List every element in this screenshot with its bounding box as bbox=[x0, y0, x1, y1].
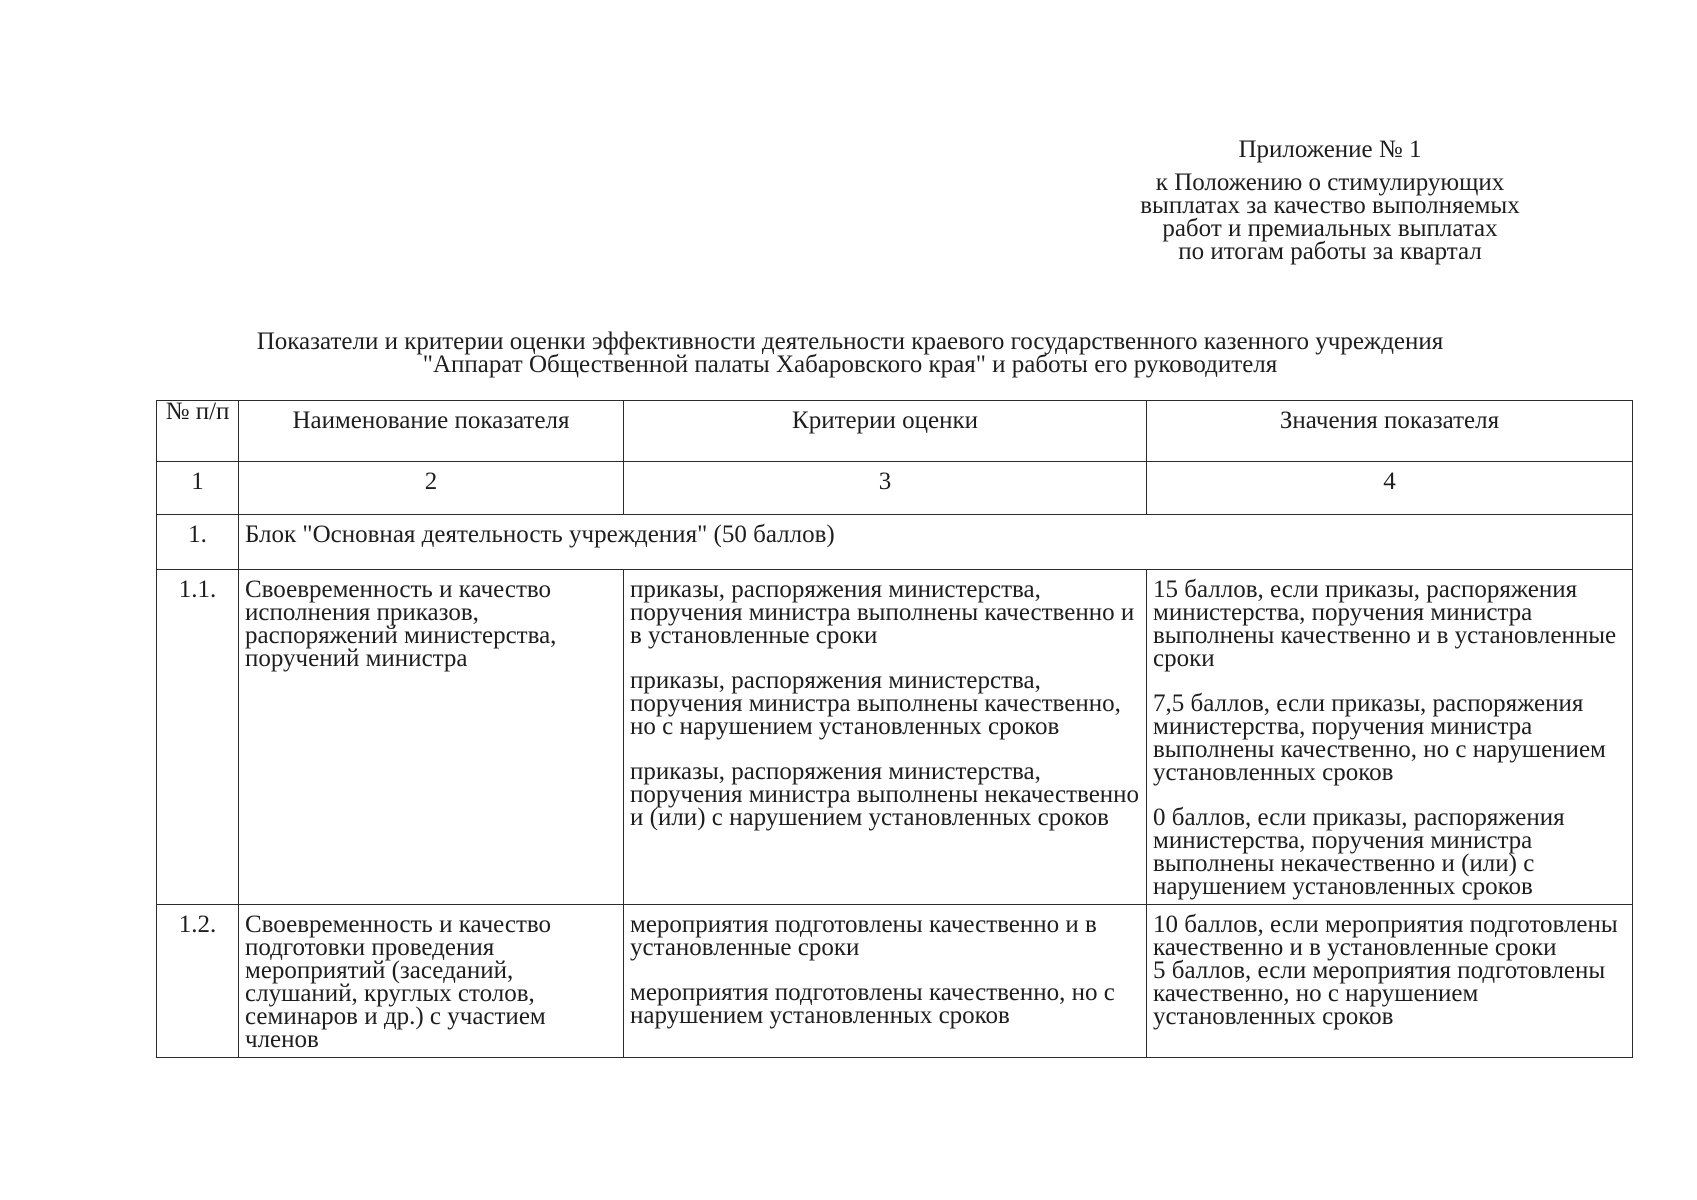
criteria-item: мероприятия подготовлены качественно и в установленные сроки bbox=[630, 911, 1097, 961]
criteria-item: мероприятия подготовлены качественно, но с нарушением установленных сроков bbox=[630, 979, 1115, 1029]
column-number: 2 bbox=[239, 462, 624, 515]
block-row bbox=[157, 515, 1633, 570]
annex-header bbox=[1100, 138, 1560, 263]
annex-line: работ и премиальных выплатах bbox=[1162, 215, 1498, 242]
document-title-line-2: "Аппарат Общественной палаты Хабаровского края" и работы его руководителя bbox=[422, 351, 1278, 378]
criteria-cell bbox=[624, 905, 1147, 1058]
annex-line: выплатах за качество выполняемых bbox=[1140, 192, 1520, 219]
block-number: 1. bbox=[157, 515, 239, 570]
criteria-table bbox=[156, 400, 1633, 1058]
header-values: Значения показателя bbox=[1147, 401, 1633, 462]
value-item: 0 баллов, если приказы, распоряжения министерства, поручения министра выполнены некачественно и (или) с нарушением установленных сроков bbox=[1153, 804, 1565, 900]
indicator-name: Своевременность и качество подготовки проведения мероприятий (заседаний, слушаний, круглых столов, семинаров и др.) с участием членов bbox=[239, 905, 624, 1058]
criteria-item: приказы, распоряжения министерства, поручения министра выполнены некачественно и (или) с нарушением установленных сроков bbox=[630, 758, 1140, 831]
criteria-item: приказы, распоряжения министерства, поручения министра выполнены качественно и в установленные сроки bbox=[630, 576, 1135, 649]
value-item: 7,5 баллов, если приказы, распоряжения министерства, поручения министра выполнены качественно, но с нарушением установленных сроков bbox=[1153, 690, 1606, 786]
column-number: 1 bbox=[157, 462, 239, 515]
criteria-cell bbox=[624, 570, 1147, 905]
table-row bbox=[157, 905, 1633, 1058]
row-number: 1.2. bbox=[157, 905, 239, 1058]
values-cell bbox=[1147, 570, 1633, 905]
indicator-name: Своевременность и качество исполнения приказов, распоряжений министерства, поручений министра bbox=[239, 570, 624, 905]
value-item: 10 баллов, если мероприятия подготовлены качественно и в установленные сроки bbox=[1153, 911, 1618, 961]
annex-line: к Положению о стимулирующих bbox=[1155, 169, 1505, 196]
header-name: Наименование показателя bbox=[239, 401, 624, 462]
table-row bbox=[157, 570, 1633, 905]
row-number: 1.1. bbox=[157, 570, 239, 905]
header-number: № п/п bbox=[157, 401, 239, 462]
values-cell bbox=[1147, 905, 1633, 1058]
header-criteria: Критерии оценки bbox=[624, 401, 1147, 462]
table-header-row bbox=[157, 401, 1633, 462]
criteria-item: приказы, распоряжения министерства, поручения министра выполнены качественно, но с нарушением установленных сроков bbox=[630, 667, 1121, 740]
document-title bbox=[150, 330, 1550, 376]
column-number-row bbox=[157, 462, 1633, 515]
annex-number: Приложение № 1 bbox=[1238, 136, 1422, 163]
value-item: 5 баллов, если мероприятия подготовлены качественно, но с нарушением установленных сроков bbox=[1153, 957, 1606, 1030]
column-number: 3 bbox=[624, 462, 1147, 515]
column-number: 4 bbox=[1147, 462, 1633, 515]
block-title: Блок "Основная деятельность учреждения" (50 баллов) bbox=[239, 515, 1633, 570]
document-title-line-1: Показатели и критерии оценки эффективности деятельности краевого государственного казенного учреждения bbox=[256, 328, 1444, 355]
annex-line: по итогам работы за квартал bbox=[1178, 238, 1482, 265]
value-item: 15 баллов, если приказы, распоряжения министерства, поручения министра выполнены качественно и в установленные сроки bbox=[1153, 576, 1617, 672]
